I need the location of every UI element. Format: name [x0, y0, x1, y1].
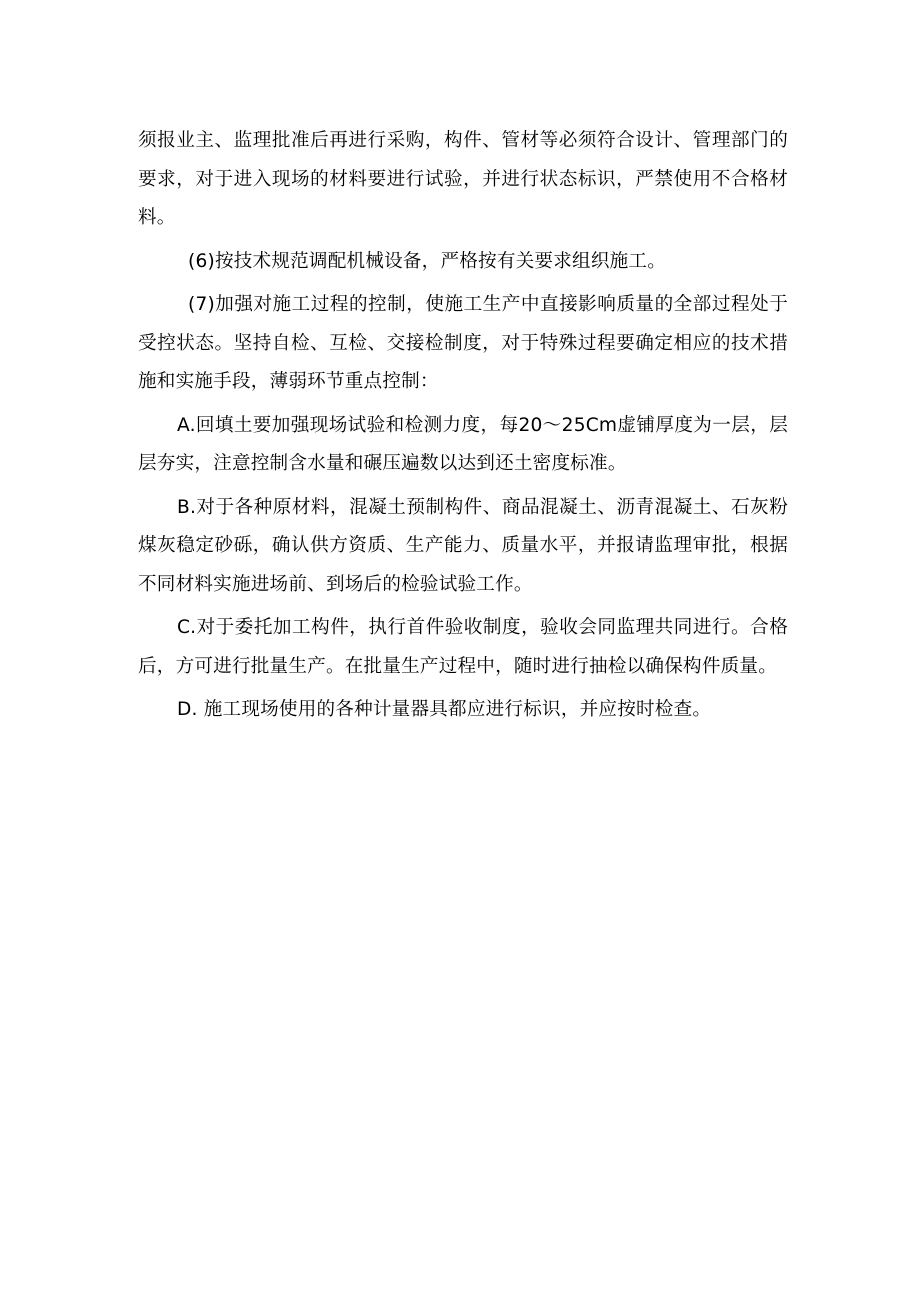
paragraph-item-b: B.对于各种原材料，混凝土预制构件、商品混凝土、沥青混凝土、石灰粉煤灰稳定砂砾，确认供方资质、生产能力、质量水平，并报请监理审批，根据不同材料实施进场前、到场后的检验试验工作。: [138, 496, 788, 595]
paragraph-item-d: D. 施工现场使用的各种计量器具都应进行标识，并应按时检查。: [177, 699, 712, 720]
paragraph-item-6: (6)按技术规范调配机械设备，严格按有关要求组织施工。: [188, 250, 666, 272]
paragraph-item-c: C.对于委托加工构件，执行首件验收制度，验收会同监理共同进行。合格后，方可进行批量生产。在批量生产过程中，随时进行抽检以确保构件质量。: [138, 617, 788, 677]
paragraph-item-a: A.回填土要加强现场试验和检测力度，每20～25Cm虚铺厚度为一层，层层夯实，注意控制含水量和碾压遍数以达到还土密度标准。: [138, 414, 788, 474]
paragraph-material-procurement: 须报业主、监理批准后再进行采购，构件、管材等必须符合设计、管理部门的要求，对于进入现场的材料要进行试验，并进行状态标识，严禁使用不合格材料。: [138, 130, 788, 228]
document-body: [138, 122, 788, 735]
paragraph-item-7: (7)加强对施工过程的控制，使施工生产中直接影响质量的全部过程处于受控状态。坚持自检、互检、交接检制度，对于特殊过程要确定相应的技术措施和实施手段，薄弱环节重点控制：: [138, 294, 788, 392]
